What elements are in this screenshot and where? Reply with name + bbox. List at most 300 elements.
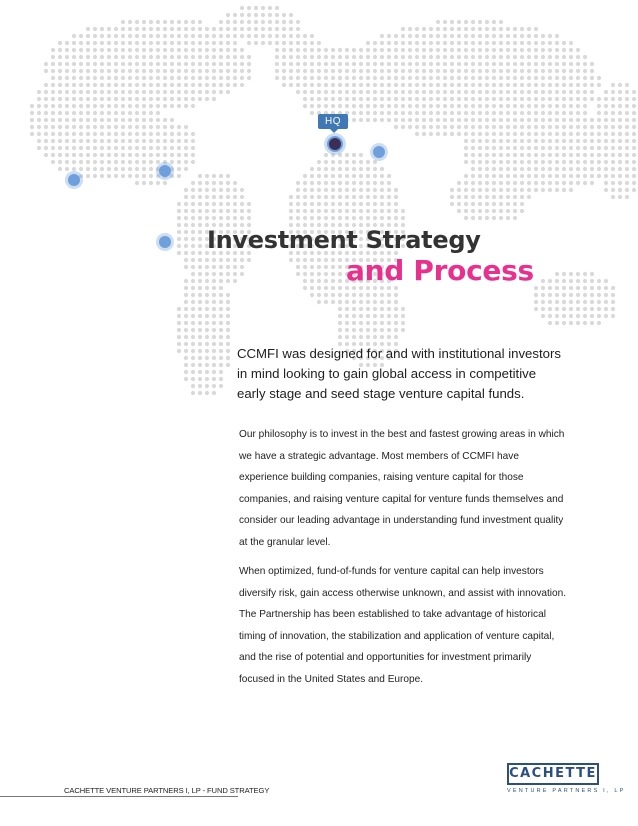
map-dot bbox=[513, 34, 517, 38]
map-dot bbox=[387, 48, 391, 52]
map-dot bbox=[128, 41, 132, 45]
map-dot bbox=[464, 132, 468, 136]
map-dot bbox=[373, 300, 377, 304]
map-dot bbox=[359, 307, 363, 311]
map-dot bbox=[233, 13, 237, 17]
map-dot bbox=[436, 55, 440, 59]
map-dot bbox=[338, 328, 342, 332]
map-dot bbox=[317, 167, 321, 171]
map-dot bbox=[128, 90, 132, 94]
map-dot bbox=[464, 125, 468, 129]
map-dot bbox=[170, 139, 174, 143]
map-dot bbox=[170, 153, 174, 157]
cachette-logo bbox=[507, 763, 626, 794]
map-dot bbox=[562, 314, 566, 318]
map-dot bbox=[513, 195, 517, 199]
map-dot bbox=[247, 202, 251, 206]
map-dot bbox=[373, 111, 377, 115]
map-dot bbox=[527, 153, 531, 157]
map-dot bbox=[338, 335, 342, 339]
map-dot bbox=[506, 160, 510, 164]
map-dot bbox=[555, 69, 559, 73]
map-dot bbox=[198, 174, 202, 178]
map-dot bbox=[450, 34, 454, 38]
map-dot bbox=[142, 153, 146, 157]
map-dot bbox=[611, 314, 615, 318]
map-dot bbox=[576, 286, 580, 290]
map-dot bbox=[506, 132, 510, 136]
map-dot bbox=[506, 153, 510, 157]
map-dot bbox=[394, 300, 398, 304]
map-dot bbox=[513, 48, 517, 52]
map-dot bbox=[219, 209, 223, 213]
map-dot bbox=[387, 34, 391, 38]
map-dot bbox=[170, 20, 174, 24]
map-dot bbox=[44, 104, 48, 108]
map-dot bbox=[317, 69, 321, 73]
map-dot bbox=[457, 118, 461, 122]
map-dot bbox=[611, 195, 615, 199]
map-dot bbox=[464, 139, 468, 143]
map-dot bbox=[317, 279, 321, 283]
map-dot bbox=[597, 104, 601, 108]
location-marker-central-us bbox=[159, 165, 171, 177]
map-dot bbox=[478, 76, 482, 80]
map-dot bbox=[163, 139, 167, 143]
map-dot bbox=[506, 188, 510, 192]
map-dot bbox=[100, 34, 104, 38]
map-dot bbox=[408, 34, 412, 38]
map-dot bbox=[247, 55, 251, 59]
map-dot bbox=[86, 104, 90, 108]
map-dot bbox=[72, 55, 76, 59]
map-dot bbox=[415, 132, 419, 136]
map-dot bbox=[366, 97, 370, 101]
map-dot bbox=[226, 272, 230, 276]
map-dot bbox=[100, 174, 104, 178]
map-dot bbox=[632, 174, 636, 178]
map-dot bbox=[352, 69, 356, 73]
map-dot bbox=[191, 104, 195, 108]
map-dot bbox=[443, 41, 447, 45]
map-dot bbox=[457, 132, 461, 136]
map-dot bbox=[233, 34, 237, 38]
map-dot bbox=[485, 48, 489, 52]
map-dot bbox=[191, 27, 195, 31]
map-dot bbox=[478, 202, 482, 206]
map-dot bbox=[135, 69, 139, 73]
map-dot bbox=[506, 195, 510, 199]
map-dot bbox=[401, 314, 405, 318]
map-dot bbox=[618, 167, 622, 171]
map-dot bbox=[422, 48, 426, 52]
map-dot bbox=[212, 97, 216, 101]
map-dot bbox=[548, 188, 552, 192]
map-dot bbox=[135, 181, 139, 185]
map-dot bbox=[569, 69, 573, 73]
map-dot bbox=[310, 216, 314, 220]
map-dot bbox=[142, 167, 146, 171]
map-dot bbox=[359, 118, 363, 122]
map-dot bbox=[632, 118, 636, 122]
map-dot bbox=[415, 118, 419, 122]
map-dot bbox=[590, 132, 594, 136]
map-dot bbox=[611, 146, 615, 150]
map-dot bbox=[79, 48, 83, 52]
map-dot bbox=[149, 125, 153, 129]
map-dot bbox=[58, 83, 62, 87]
map-dot bbox=[429, 118, 433, 122]
map-dot bbox=[436, 76, 440, 80]
map-dot bbox=[212, 349, 216, 353]
map-dot bbox=[65, 69, 69, 73]
map-dot bbox=[93, 153, 97, 157]
map-dot bbox=[520, 27, 524, 31]
map-dot bbox=[114, 34, 118, 38]
map-dot bbox=[541, 41, 545, 45]
map-dot bbox=[401, 321, 405, 325]
map-dot bbox=[527, 41, 531, 45]
map-dot bbox=[464, 76, 468, 80]
map-dot bbox=[191, 41, 195, 45]
map-dot bbox=[541, 279, 545, 283]
map-dot bbox=[191, 349, 195, 353]
map-dot bbox=[324, 97, 328, 101]
map-dot bbox=[121, 27, 125, 31]
map-dot bbox=[345, 174, 349, 178]
map-dot bbox=[317, 62, 321, 66]
map-dot bbox=[443, 97, 447, 101]
map-dot bbox=[184, 188, 188, 192]
map-dot bbox=[513, 97, 517, 101]
map-dot bbox=[289, 13, 293, 17]
map-dot bbox=[520, 34, 524, 38]
map-dot bbox=[310, 97, 314, 101]
map-dot bbox=[226, 342, 230, 346]
map-dot bbox=[387, 90, 391, 94]
map-dot bbox=[555, 307, 559, 311]
map-dot bbox=[513, 146, 517, 150]
map-dot bbox=[548, 90, 552, 94]
map-dot bbox=[324, 174, 328, 178]
map-dot bbox=[226, 356, 230, 360]
map-dot bbox=[576, 76, 580, 80]
map-dot bbox=[184, 209, 188, 213]
map-dot bbox=[65, 153, 69, 157]
map-dot bbox=[429, 125, 433, 129]
map-dot bbox=[408, 90, 412, 94]
map-dot bbox=[436, 27, 440, 31]
map-dot bbox=[58, 48, 62, 52]
map-dot bbox=[352, 335, 356, 339]
map-dot bbox=[338, 181, 342, 185]
map-dot bbox=[226, 209, 230, 213]
map-dot bbox=[415, 125, 419, 129]
map-dot bbox=[359, 335, 363, 339]
map-dot bbox=[177, 335, 181, 339]
map-dot bbox=[352, 293, 356, 297]
map-dot bbox=[569, 181, 573, 185]
map-dot bbox=[282, 83, 286, 87]
map-dot bbox=[632, 167, 636, 171]
lead-paragraph: CCMFI was designed for and with institutional investors in mind looking to gain global access in competitive early stage and seed stage venture capital funds. bbox=[237, 346, 561, 401]
map-dot bbox=[394, 216, 398, 220]
map-dot bbox=[79, 90, 83, 94]
map-dot bbox=[275, 62, 279, 66]
map-dot bbox=[506, 69, 510, 73]
map-dot bbox=[555, 146, 559, 150]
map-dot bbox=[72, 118, 76, 122]
map-dot bbox=[184, 125, 188, 129]
map-dot bbox=[310, 167, 314, 171]
map-dot bbox=[387, 300, 391, 304]
map-dot bbox=[548, 125, 552, 129]
map-dot bbox=[422, 62, 426, 66]
map-dot bbox=[359, 293, 363, 297]
map-dot bbox=[499, 104, 503, 108]
map-dot bbox=[611, 153, 615, 157]
map-dot bbox=[184, 27, 188, 31]
map-dot bbox=[212, 83, 216, 87]
map-dot bbox=[65, 97, 69, 101]
map-dot bbox=[317, 55, 321, 59]
map-dot bbox=[149, 20, 153, 24]
map-dot bbox=[128, 118, 132, 122]
map-dot bbox=[282, 41, 286, 45]
map-dot bbox=[534, 181, 538, 185]
map-dot bbox=[114, 69, 118, 73]
map-dot bbox=[205, 174, 209, 178]
map-dot bbox=[247, 258, 251, 262]
map-dot bbox=[296, 265, 300, 269]
map-dot bbox=[170, 62, 174, 66]
map-dot bbox=[184, 363, 188, 367]
map-dot bbox=[513, 188, 517, 192]
map-dot bbox=[275, 27, 279, 31]
map-dot bbox=[604, 153, 608, 157]
map-dot bbox=[373, 118, 377, 122]
map-dot bbox=[282, 55, 286, 59]
map-dot bbox=[324, 202, 328, 206]
map-dot bbox=[212, 181, 216, 185]
map-dot bbox=[289, 76, 293, 80]
map-dot bbox=[457, 104, 461, 108]
map-dot bbox=[541, 118, 545, 122]
map-dot bbox=[569, 132, 573, 136]
map-dot bbox=[611, 139, 615, 143]
map-dot bbox=[569, 48, 573, 52]
map-dot bbox=[373, 55, 377, 59]
map-dot bbox=[205, 97, 209, 101]
map-dot bbox=[51, 48, 55, 52]
map-dot bbox=[611, 132, 615, 136]
map-dot bbox=[142, 160, 146, 164]
map-dot bbox=[233, 55, 237, 59]
map-dot bbox=[450, 27, 454, 31]
map-dot bbox=[275, 55, 279, 59]
map-dot bbox=[443, 20, 447, 24]
map-dot bbox=[240, 62, 244, 66]
map-dot bbox=[317, 209, 321, 213]
map-dot bbox=[569, 279, 573, 283]
map-dot bbox=[597, 97, 601, 101]
map-dot bbox=[380, 216, 384, 220]
map-dot bbox=[303, 209, 307, 213]
map-dot bbox=[44, 132, 48, 136]
map-dot bbox=[310, 174, 314, 178]
map-dot bbox=[548, 153, 552, 157]
map-dot bbox=[114, 104, 118, 108]
map-dot bbox=[121, 153, 125, 157]
map-dot bbox=[485, 167, 489, 171]
map-dot bbox=[198, 76, 202, 80]
map-dot bbox=[233, 76, 237, 80]
map-dot bbox=[275, 34, 279, 38]
map-dot bbox=[198, 69, 202, 73]
map-dot bbox=[142, 27, 146, 31]
map-dot bbox=[184, 132, 188, 136]
map-dot bbox=[576, 300, 580, 304]
map-dot bbox=[247, 69, 251, 73]
map-dot bbox=[352, 321, 356, 325]
map-dot bbox=[93, 48, 97, 52]
map-dot bbox=[492, 41, 496, 45]
map-dot bbox=[289, 34, 293, 38]
map-dot bbox=[380, 181, 384, 185]
map-dot bbox=[51, 104, 55, 108]
map-dot bbox=[324, 286, 328, 290]
map-dot bbox=[583, 293, 587, 297]
map-dot bbox=[51, 153, 55, 157]
map-dot bbox=[478, 146, 482, 150]
map-dot bbox=[191, 48, 195, 52]
map-dot bbox=[541, 97, 545, 101]
map-dot bbox=[534, 48, 538, 52]
map-dot bbox=[590, 76, 594, 80]
map-dot bbox=[345, 328, 349, 332]
map-dot bbox=[429, 97, 433, 101]
map-dot bbox=[107, 111, 111, 115]
map-dot bbox=[380, 188, 384, 192]
map-dot bbox=[331, 104, 335, 108]
map-dot bbox=[464, 69, 468, 73]
map-dot bbox=[611, 286, 615, 290]
map-dot bbox=[93, 55, 97, 59]
map-dot bbox=[506, 90, 510, 94]
map-dot bbox=[198, 27, 202, 31]
map-dot bbox=[107, 132, 111, 136]
map-dot bbox=[79, 104, 83, 108]
map-dot bbox=[324, 69, 328, 73]
map-dot bbox=[534, 174, 538, 178]
map-dot bbox=[191, 132, 195, 136]
map-dot bbox=[604, 90, 608, 94]
map-dot bbox=[471, 188, 475, 192]
map-dot bbox=[107, 125, 111, 129]
map-dot bbox=[142, 111, 146, 115]
map-dot bbox=[296, 76, 300, 80]
map-dot bbox=[359, 90, 363, 94]
map-dot bbox=[198, 321, 202, 325]
map-dot bbox=[555, 34, 559, 38]
map-dot bbox=[394, 104, 398, 108]
map-dot bbox=[331, 153, 335, 157]
map-dot bbox=[394, 328, 398, 332]
map-dot bbox=[520, 209, 524, 213]
map-dot bbox=[184, 216, 188, 220]
map-dot bbox=[205, 286, 209, 290]
map-dot bbox=[205, 272, 209, 276]
map-dot bbox=[429, 132, 433, 136]
map-dot bbox=[471, 55, 475, 59]
map-dot bbox=[387, 174, 391, 178]
map-dot bbox=[219, 195, 223, 199]
map-dot bbox=[422, 27, 426, 31]
map-dot bbox=[541, 125, 545, 129]
map-dot bbox=[37, 97, 41, 101]
map-dot bbox=[338, 153, 342, 157]
map-dot bbox=[331, 97, 335, 101]
map-dot bbox=[366, 55, 370, 59]
map-dot bbox=[597, 300, 601, 304]
map-dot bbox=[226, 279, 230, 283]
map-dot bbox=[114, 132, 118, 136]
map-dot bbox=[485, 62, 489, 66]
map-dot bbox=[121, 118, 125, 122]
map-dot bbox=[44, 139, 48, 143]
map-dot bbox=[156, 27, 160, 31]
map-dot bbox=[51, 132, 55, 136]
map-dot bbox=[590, 90, 594, 94]
map-dot bbox=[429, 48, 433, 52]
map-dot bbox=[499, 160, 503, 164]
map-dot bbox=[191, 69, 195, 73]
map-dot bbox=[240, 6, 244, 10]
map-dot bbox=[513, 76, 517, 80]
map-dot bbox=[513, 55, 517, 59]
map-dot bbox=[471, 181, 475, 185]
map-dot bbox=[65, 104, 69, 108]
map-dot bbox=[555, 118, 559, 122]
map-dot bbox=[450, 62, 454, 66]
map-dot bbox=[135, 83, 139, 87]
map-dot bbox=[632, 97, 636, 101]
map-dot bbox=[317, 300, 321, 304]
map-dot bbox=[324, 62, 328, 66]
map-dot bbox=[114, 125, 118, 129]
map-dot bbox=[387, 216, 391, 220]
map-dot bbox=[128, 139, 132, 143]
map-dot bbox=[324, 153, 328, 157]
map-dot bbox=[212, 62, 216, 66]
map-dot bbox=[44, 62, 48, 66]
map-dot bbox=[352, 76, 356, 80]
map-dot bbox=[499, 41, 503, 45]
map-dot bbox=[93, 62, 97, 66]
map-dot bbox=[65, 139, 69, 143]
map-dot bbox=[184, 377, 188, 381]
map-dot bbox=[107, 83, 111, 87]
map-dot bbox=[359, 55, 363, 59]
map-dot bbox=[464, 202, 468, 206]
hq-badge: HQ bbox=[318, 114, 348, 129]
map-dot bbox=[275, 20, 279, 24]
map-dot bbox=[324, 181, 328, 185]
map-dot bbox=[310, 202, 314, 206]
map-dot bbox=[317, 258, 321, 262]
map-dot bbox=[331, 293, 335, 297]
map-dot bbox=[72, 83, 76, 87]
